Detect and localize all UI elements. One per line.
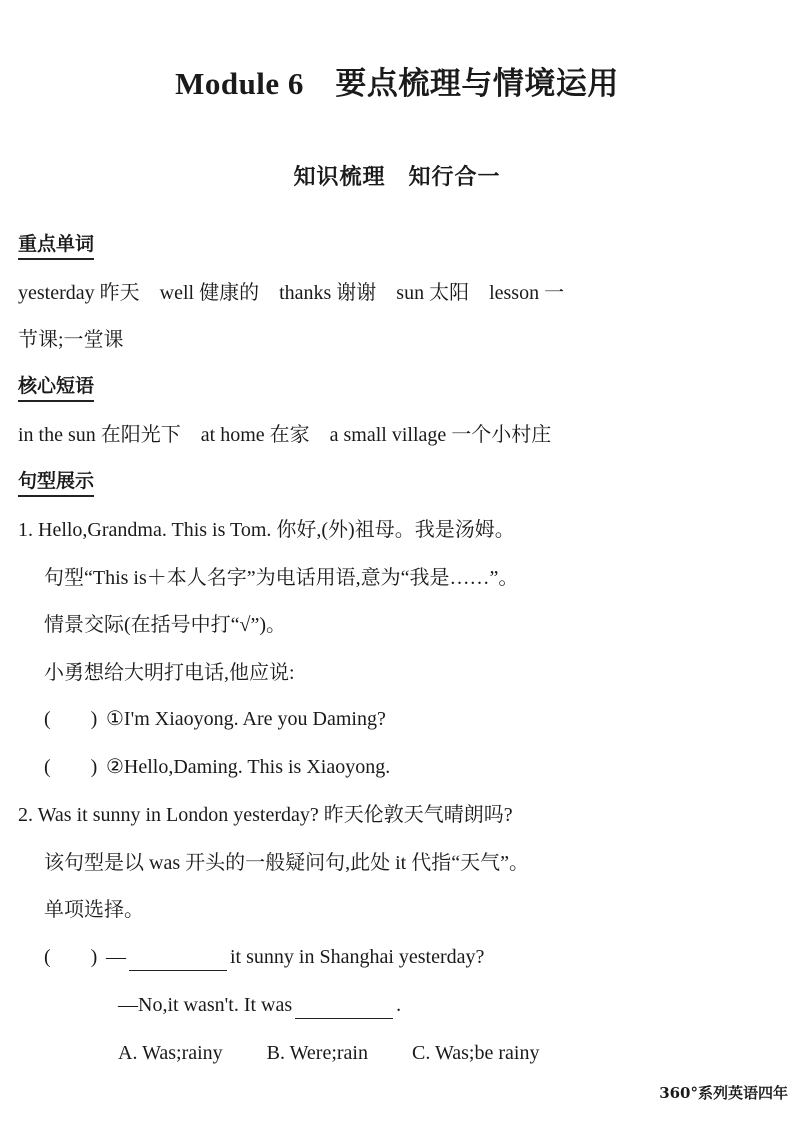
fill-blank-2[interactable] (295, 998, 393, 1019)
item2-main: 2. Was it sunny in London yesterday? 昨天伦敦天气晴朗吗? (18, 804, 513, 826)
item2-question-row (44, 943, 794, 971)
item1-option-2: ②Hello,Daming. This is Xiaoyong. (106, 756, 391, 778)
answer-period: . (396, 994, 402, 1016)
words-line-1: yesterday 昨天 well 健康的 thanks 谢谢 sun 太阳 lesson 一 (18, 282, 565, 304)
question-dash: — (106, 946, 126, 968)
phrases-line-1: in the sun 在阳光下 at home 在家 a small village 一个小村庄 (18, 424, 552, 446)
item1-note: 句型“This is＋本人名字”为电话用语,意为“我是……”。 (44, 567, 519, 589)
item2-choices-row (118, 1039, 794, 1067)
section-heading-phrases: 核心短语 (18, 374, 94, 402)
answer-paren[interactable]: ( ) (44, 708, 98, 730)
item1-option-row-1 (44, 705, 794, 733)
fill-blank-1[interactable] (129, 950, 227, 971)
page-footer: 360°系列英语四年 (659, 1084, 788, 1102)
answer-paren[interactable]: ( ) (44, 946, 98, 968)
choice-c: C. Was;be rainy (412, 1042, 540, 1064)
item1-option-1: ①I'm Xiaoyong. Are you Daming? (106, 708, 386, 730)
page-subtitle: 知识梳理 知行合一 (293, 165, 501, 190)
page-title: Module 6 要点梳理与情境运用 (175, 66, 619, 101)
item1-main: 1. Hello,Grandma. This is Tom. 你好,(外)祖母。我是汤姆。 (18, 519, 515, 541)
answer-text: —No,it wasn't. It was (118, 994, 293, 1016)
choice-a: A. Was;rainy (118, 1042, 223, 1064)
item1-option-row-2 (44, 753, 794, 781)
item1-task: 情景交际(在括号中打“√”)。 (44, 614, 287, 636)
item2-answer-row (118, 991, 794, 1019)
section-heading-words: 重点单词 (18, 232, 94, 260)
item2-note: 该句型是以 was 开头的一般疑问句,此处 it 代指“天气”。 (44, 852, 529, 874)
item1-prompt: 小勇想给大明打电话,他应说: (44, 662, 295, 684)
words-line-2: 节课;一堂课 (18, 329, 124, 351)
choice-b: B. Were;rain (266, 1042, 368, 1064)
answer-paren[interactable]: ( ) (44, 756, 98, 778)
section-heading-sentences: 句型展示 (18, 469, 94, 497)
item2-task: 单项选择。 (44, 899, 144, 921)
question-text: it sunny in Shanghai yesterday? (230, 946, 485, 968)
